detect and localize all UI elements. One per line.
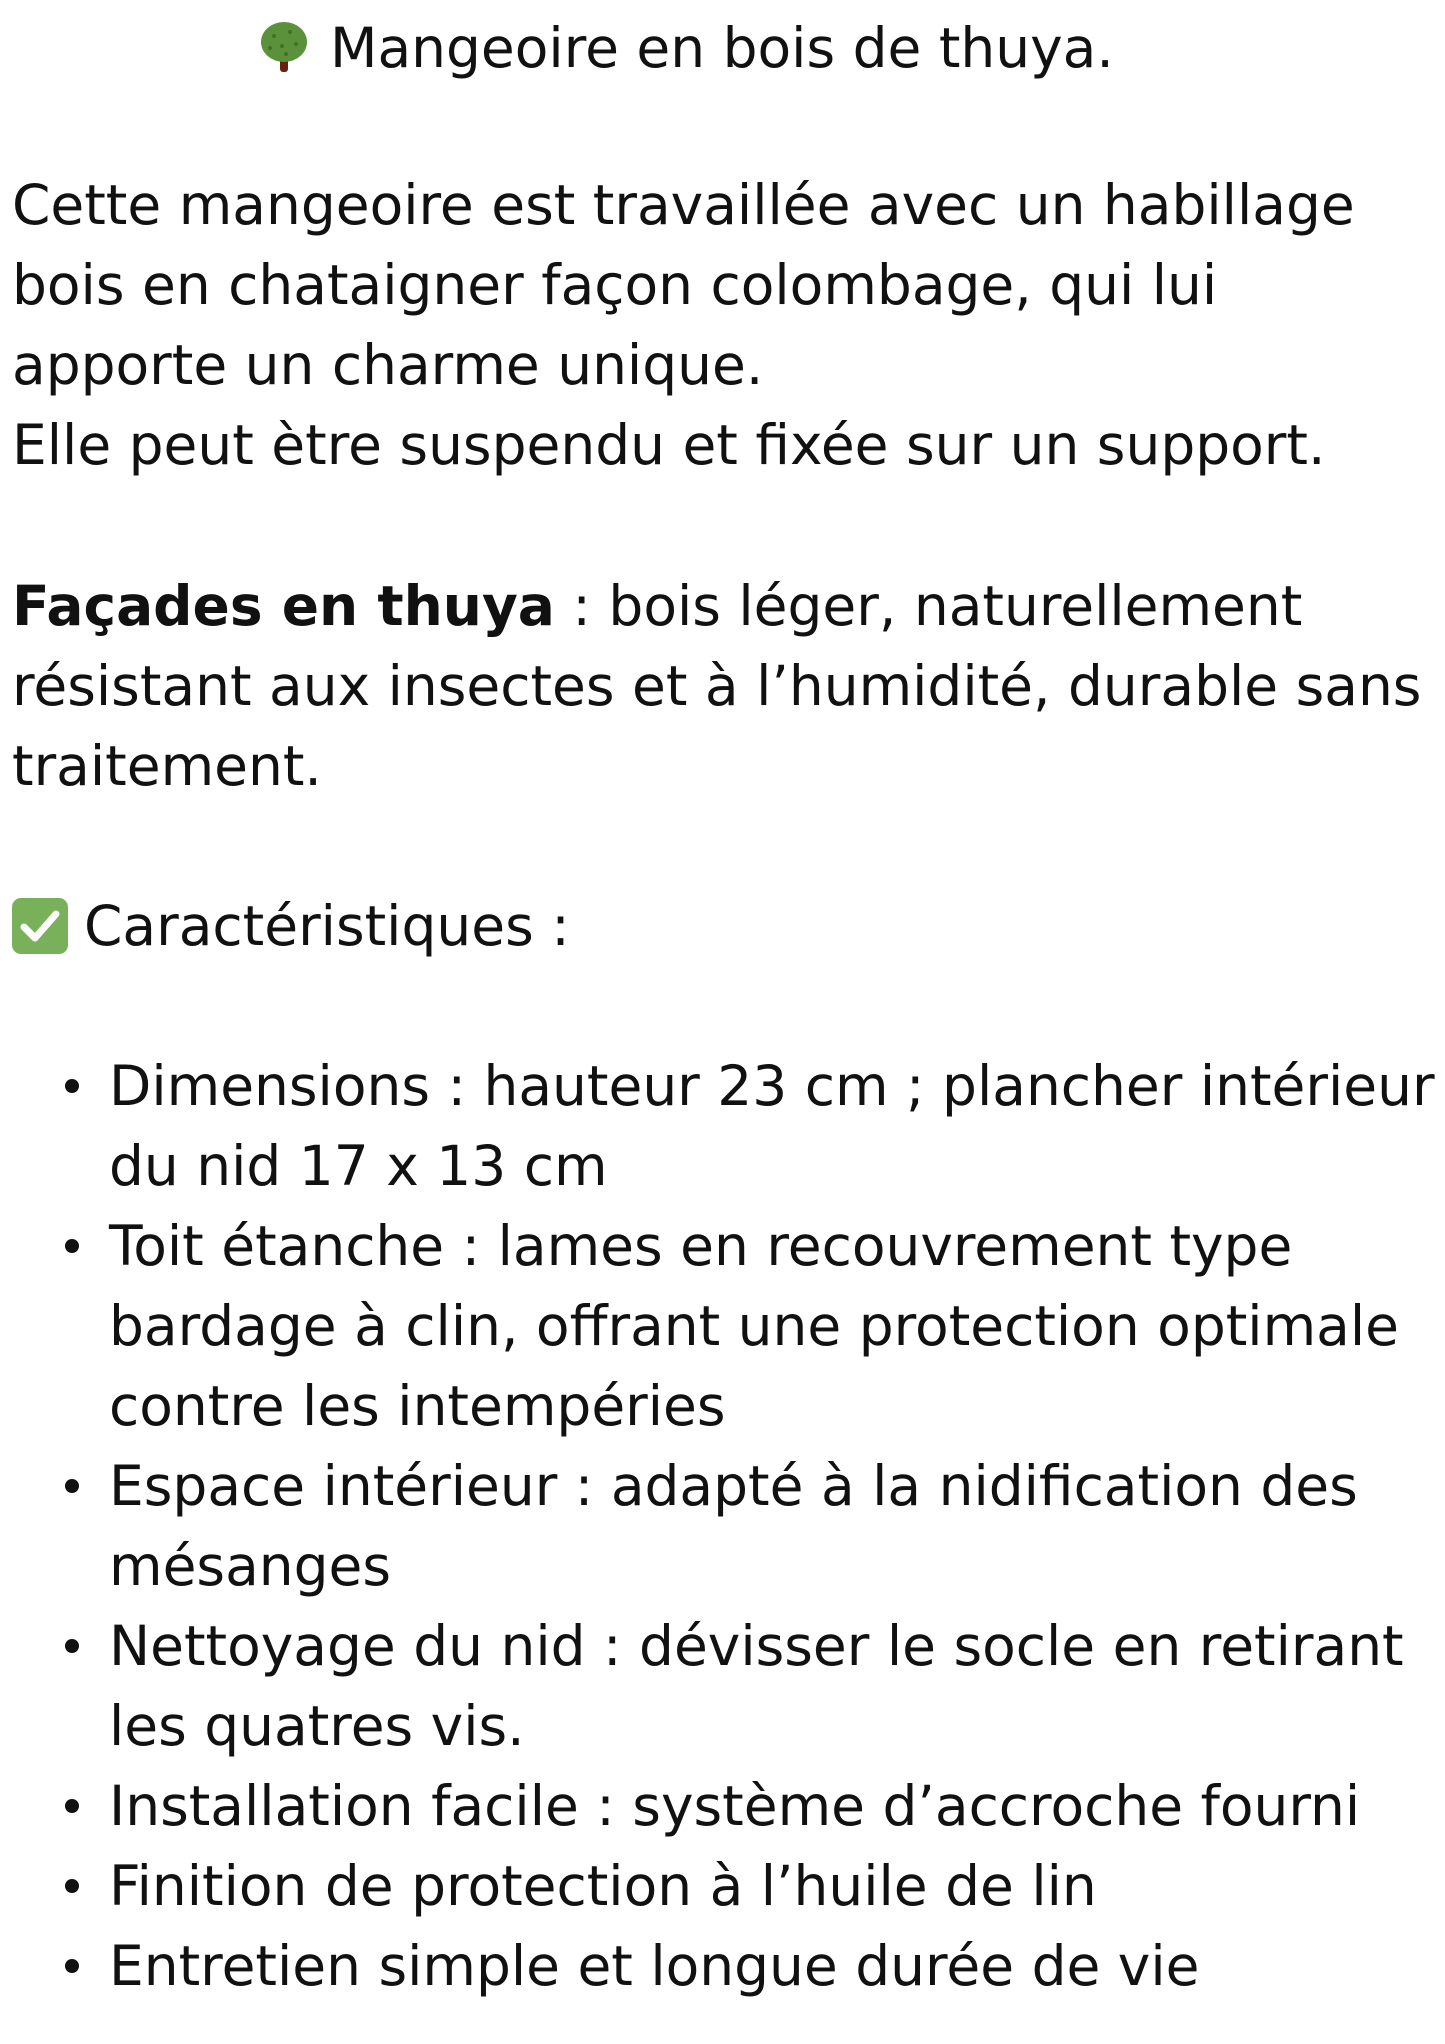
intro-line-2: Elle peut ètre suspendu et fixée sur un support. — [12, 413, 1326, 477]
list-item: Toit étanche : lames en recouvrement type bardage à clin, offrant une protection optimale contre les intempéries — [12, 1206, 1437, 1446]
check-mark-button-icon — [12, 898, 68, 954]
bullet-icon — [65, 1959, 79, 1973]
bullet-icon — [65, 1639, 79, 1653]
list-item: Installation facile : système d’accroche fourni — [12, 1766, 1437, 1846]
facades-paragraph — [12, 566, 1437, 806]
product-title-text: Mangeoire en bois de thuya. — [330, 16, 1114, 80]
intro-line-1: Cette mangeoire est travaillée avec un habillage bois en chataigner façon colombage, qui lui apporte un charme unique. — [12, 173, 1355, 397]
product-title — [260, 12, 1114, 84]
facades-text: : bois léger, naturellement résistant aux insectes et à l’humidité, durable sans traitement. — [12, 574, 1422, 798]
facades-label: Façades en thuya — [12, 574, 555, 638]
list-item: Espace intérieur : adapté à la nidification des mésanges — [12, 1446, 1437, 1606]
features-heading-text: Caractéristiques : — [84, 894, 570, 958]
bullet-icon — [65, 1879, 79, 1893]
bullet-icon — [65, 1479, 79, 1493]
bullet-icon — [65, 1079, 79, 1093]
list-item: Dimensions : hauteur 23 cm ; plancher intérieur du nid 17 x 13 cm — [12, 1046, 1437, 1206]
list-item: Finition de protection à l’huile de lin — [12, 1846, 1437, 1926]
intro-paragraph — [12, 165, 1437, 485]
list-item: Nettoyage du nid : dévisser le socle en retirant les quatres vis. — [12, 1606, 1437, 1766]
list-item: Entretien simple et longue durée de vie — [12, 1926, 1437, 2006]
features-heading — [12, 886, 570, 966]
bullet-icon — [65, 1799, 79, 1813]
bullet-icon — [65, 1239, 79, 1253]
features-list — [12, 1046, 1437, 2006]
tree-icon — [260, 19, 308, 73]
